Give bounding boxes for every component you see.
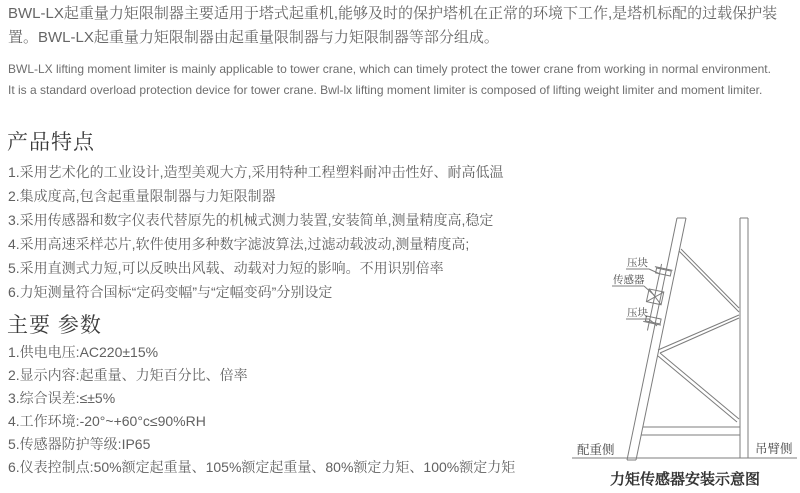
side-labels	[577, 442, 793, 457]
params-item: 4.工作环境:-20°~+60°c≤90%RH	[8, 413, 206, 429]
clamp-bottom-label: 压块	[627, 307, 648, 319]
features-item: 4.采用高速采样芯片,软件使用多种数字滤波算法,过滤动载波动,测量精度高;	[8, 236, 470, 252]
intro-en-line1: BWL-LX lifting moment limiter is mainly applicable to tower crane, which can timely protect the tower crane from working in normal environment.	[8, 62, 771, 76]
params-list	[8, 341, 515, 479]
mast-right-chord	[740, 218, 748, 458]
features-heading: 产品特点	[7, 131, 95, 154]
mast-left-chord	[627, 218, 686, 460]
intro-paragraph-zh: BWL-LX起重量力矩限制器主要适用于塔式起重机,能够及时的保护塔机在正常的环境下工作,是塔机标配的过载保护装置。BWL-LX起重量力矩限制器由起重量限制器与力矩限制器等部分组成。	[8, 5, 778, 46]
jib-side-label: 吊臂侧	[755, 442, 793, 456]
features-item: 5.采用直测式力短,可以反映出风载、动载对力短的影响。不用识别倍率	[8, 260, 444, 276]
sensor-label: 传感器	[613, 274, 645, 286]
params-item: 2.显示内容:起重量、力矩百分比、倍率	[8, 367, 248, 383]
features-list	[8, 160, 503, 304]
params-item: 3.综合误差:≤±5%	[8, 390, 116, 406]
features-item: 6.力矩测量符合国标“定码变幅”与“定幅变码”分别设定	[8, 284, 333, 300]
sensor-installation-diagram	[570, 205, 800, 467]
params-heading: 主要 参数	[7, 314, 102, 337]
mast-horizontal-member	[641, 427, 740, 435]
diagram-callouts	[613, 256, 648, 319]
params-item: 6.仪表控制点:50%额定起重量、105%额定起重量、80%额定力矩、100%额定力矩	[8, 459, 516, 475]
params-item: 1.供电电压:AC220±15%	[8, 344, 159, 360]
counterweight-side-label: 配重侧	[577, 443, 615, 457]
features-item: 3.采用传感器和数字仪表代替原先的机械式测力装置,安装简单,测量精度高,稳定	[8, 212, 494, 228]
clamp-top-label: 压块	[627, 257, 648, 269]
diagram-caption: 力矩传感器安装示意图	[609, 471, 760, 488]
features-item: 1.采用艺术化的工业设计,造型美观大方,采用特种工程塑料耐冲击性好、耐高低温	[8, 164, 504, 180]
intro-paragraph-en	[8, 59, 796, 101]
params-item: 5.传感器防护等级:IP65	[8, 436, 151, 452]
features-item: 2.集成度高,包含起重量限制器与力矩限制器	[8, 188, 276, 204]
intro-en-line2: It is a standard overload protection device for tower crane. Bwl-lx lifting moment limiter is composed of lifting weight limiter and moment limiter.	[8, 83, 763, 97]
